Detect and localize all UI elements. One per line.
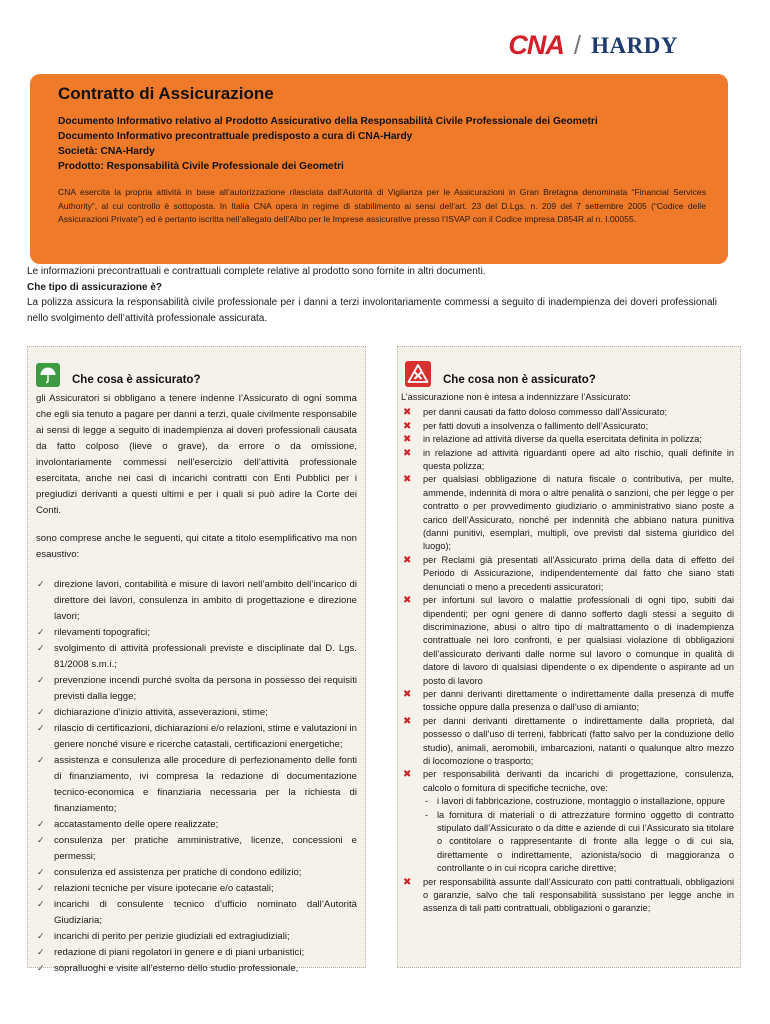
list-item-text: per danni causati da fatto doloso commesso dall’Assicurato;	[423, 407, 668, 418]
list-item	[401, 554, 734, 594]
list-item	[401, 768, 734, 875]
logo-cna: CNA	[508, 30, 564, 60]
list-item: ✓ relazioni tecniche per visure ipotecarie e/o catastali;	[36, 881, 357, 897]
list-item-text: in relazione ad attività diverse da quella esercitata definita in polizza;	[423, 434, 702, 445]
list-item	[401, 447, 734, 474]
sub-list-item-text: la fornitura di materiali o di attrezzature formino oggetto di contratto stipulato dall’Assicurato o da ditte e aziende di cui l’Assicurato sia titolare o contitolare o rappresentante di fronte alla legge o di cui sia, direttamente o indirettamente, azionista/socio di maggioranza o controllante o in cui ricopra cariche direttive;	[437, 809, 734, 874]
list-item: ✓ consulenza per pratiche amministrative, licenze, concessioni e permessi;	[36, 833, 357, 865]
list-item: ✓ assistenza e consulenza alle procedure di perfezionamento delle fonti di finanziamento, ivi compresa la redazione di documentazione tecnico-economica e finanziaria necessaria per la richiesta di finanziamento;	[36, 753, 357, 817]
list-item: ✓ incarichi di consulente tecnico d’ufficio nominato dall’Autorità Giudiziaria;	[36, 897, 357, 929]
cross-icon: ✖	[403, 420, 412, 432]
cross-icon: ✖	[403, 769, 412, 781]
cross-icon: ✖	[403, 715, 412, 727]
list-item: ✓ svolgimento di attività professionali previste e disciplinate dal D. Lgs. 81/2008 s.m.i.;	[36, 641, 357, 673]
legal-notice: CNA esercita la propria attività in base all’autorizzazione rilasciata dall’Autorità di Vigilanza per le Assicurazioni in Gran Bretagna denominata “Financial Services Authority”, al cui controllo è sottoposta. In Italia CNA opera in regime di stabilimento ai sensi dell’art. 23 del D.Lgs. n. 209 del 7 settembre 2005 (“Codice delle Assicurazioni Private”) ed è pertanto iscritta nell’allegato dell’Albo per le Imprese assicurative presso l’ISVAP con il Codice impresa D854R al n. I.00055.	[58, 187, 706, 224]
list-item	[401, 876, 734, 916]
cross-icon: ✖	[403, 474, 412, 486]
banner-line-3: Società: CNA-Hardy	[58, 146, 155, 157]
list-item: ✓ accatastamento delle opere realizzate;	[36, 817, 357, 833]
cross-icon: ✖	[403, 876, 412, 888]
list-item-text: per danni derivanti direttamente o indirettamente dalla proprietà, dal possesso o dall’uso di terreni, fabbricati (fatto salvo per la conduzione dello studio), animali, aeromobili, imbarcazioni, natanti o qualunque altro mezzo di locomozione o trasporto;	[423, 715, 734, 766]
list-item: ✓ sopralluoghi e visite all’esterno dello studio professionale,	[36, 961, 357, 977]
sub-list-item: - i lavori di fabbricazione, costruzione, montaggio o installazione, oppure	[425, 796, 726, 807]
not-insured-panel	[397, 346, 741, 968]
intro-section	[27, 264, 717, 326]
not-insured-lead: L’assicurazione non è intesa a indennizzare l’Assicurato:	[401, 392, 631, 402]
sub-list-item: - la fornitura di materiali o di attrezzature formino oggetto di contratto stipulato dall’Assicurato o da ditte e aziende di cui l’Assicurato sia titolare o contitolare o rappresentante di fronte alla legge o di cui sia, direttamente o indirettamente, azionista/socio di maggioranza o controllante o in cui ricopra cariche direttive;	[425, 809, 734, 874]
list-item: ✓ rilascio di certificazioni, dichiarazioni e/o relazioni, stime e valutazioni in genere nonché visure e ricerche catastali, certificazioni energetiche;	[36, 721, 357, 753]
insured-intro-text: gli Assicuratori si obbligano a tenere indenne l’Assicurato di ogni somma che egli sia tenuto a pagare per danni a terzi, quale civilmente responsabile ai sensi di legge a seguito di inadempienza ai doveri professionali causata da fatto colposo (lieve o grave), da errore o da omissione, involontariamente commessi nell’esercizio dell’attività professionale esercitata, anche nei casi di incarichi contratti con Enti Pubblici per i pregiudizi derivanti a questi ultimi e per i quali si può adire la Corte dei Conti.	[36, 393, 357, 516]
banner-line-1: Documento Informativo relativo al Prodotto Assicurativo della Responsabilità Civile Professionale dei Geometri	[58, 116, 598, 127]
not-insured-title: Che cosa non è assicurato?	[443, 374, 596, 386]
list-item	[401, 594, 734, 688]
title-banner	[30, 74, 728, 264]
list-item	[401, 433, 734, 446]
insured-panel	[27, 346, 366, 974]
list-item: ✓ prevenzione incendi purché svolta da persona in possesso dei requisiti previsti dalla legge;	[36, 673, 357, 705]
list-item: ✓ rilevamenti topografici;	[36, 625, 357, 641]
list-item-text: per responsabilità assunte dall’Assicurato con patti contrattuali, obbligazioni o garanzie, salvo che tali responsabilità sussistano per legge anche in assenza di tali patti contrattuali, obbligazioni o garanzie;	[423, 876, 734, 914]
list-item-text: per qualsiasi obbligazione di natura fiscale o contributiva, per multe, ammende, indennità di mora o altre penalità o sanzioni, che per legge o per contratto o per provvedimento giudiziario o amministrativo siano poste a carico dell’Assicurato, nonché per indennità che abbiano natura punitiva (danni punitivi, esemplari, multipli, ove previsti dal sistema giuridico del luogo);	[423, 474, 734, 552]
list-item-text: per danni derivanti direttamente o indirettamente dalla presenza di muffe tossiche oppure dalla presenza o dall’uso di amianto;	[423, 688, 734, 713]
logo-separator: /	[573, 30, 582, 60]
cross-icon: ✖	[403, 595, 412, 607]
list-item	[401, 406, 734, 419]
list-item-text: per Reclami già presentati all’Assicurato prima della data di effetto del Periodo di Assicurazione, indipendentemente dal fatto che siano stati denunciati o meno a precedenti assicuratori;	[423, 554, 734, 592]
not-insured-panel-header	[401, 353, 734, 387]
list-item-text: per infortuni sul lavoro o malattie professionali di ogni tipo, subiti dai dipendenti; per ogni genere di danno sofferto dagli stessi a seguito di discriminazione, abusi o altro tipo di maltrattamento o di inadempienza contrattuale nei loro confronti, e per qualsiasi violazione di obbligazioni dell’assicurato derivanti dalle norme sul lavoro o comunque in qualità di datore di lavoro di qualsiasi dipendente o ex dipendente o aspirante ad un posto di lavoro	[423, 595, 734, 686]
banner-line-4: Prodotto: Responsabilità Civile Professionale dei Geometri	[58, 161, 344, 172]
cross-icon: ✖	[403, 554, 412, 566]
cross-icon: ✖	[403, 447, 412, 459]
list-item: ✓ direzione lavori, contabilità e misure di lavori nell’ambito dell’incarico di direttore dei lavori, consulenza in ambito di progettazione e direzione lavori;	[36, 577, 357, 625]
intro-note: Le informazioni precontrattuali e contrattuali complete relative al prodotto sono fornite in altri documenti.	[27, 266, 486, 277]
sub-list-item-text: i lavori di fabbricazione, costruzione, montaggio o installazione, oppure	[437, 796, 726, 807]
list-item: ✓ consulenza ed assistenza per pratiche di condono edilizio;	[36, 865, 357, 881]
warning-icon	[405, 361, 431, 387]
insured-panel-header	[36, 353, 357, 387]
banner-line-2: Documento Informativo precontrattuale predisposto a cura di CNA-Hardy	[58, 131, 413, 142]
list-item: ✓ redazione di piani regolatori in genere e di piani urbanistici;	[36, 945, 357, 961]
list-item-text: per responsabilità derivanti da incarichi di progettazione, consulenza, calcolo o fornitura di specifiche tecniche, ove:	[423, 769, 734, 793]
list-item-text: per fatti dovuti a insolvenza o fallimento dell’Assicurato;	[423, 420, 649, 431]
umbrella-icon	[36, 363, 60, 387]
list-item	[401, 420, 734, 433]
not-insured-list	[401, 406, 734, 915]
list-item	[401, 715, 734, 769]
list-item: ✓ incarichi di perito per perizie giudiziali ed extragiudiziali;	[36, 929, 357, 945]
brand-logo	[508, 30, 678, 61]
sub-list	[423, 795, 734, 875]
list-item-text: in relazione ad attività riguardanti opere ad alto rischio, quali definite in questa polizza;	[423, 447, 734, 472]
insurance-type-answer: La polizza assicura la responsabilità civile professionale per i danni a terzi involontariamente commessi a seguito di inadempienza dei doveri professionali nello svolgimento dell’attività professionale assicurata.	[27, 297, 717, 324]
insured-list	[36, 577, 357, 977]
list-item	[401, 688, 734, 715]
cross-icon: ✖	[403, 688, 412, 700]
document-title: Contratto di Assicurazione	[58, 84, 274, 103]
cross-icon: ✖	[403, 407, 412, 419]
insurance-type-question: Che tipo di assicurazione è?	[27, 281, 163, 293]
insured-included-text: sono comprese anche le seguenti, qui citate a titolo esemplificativo ma non esaustivo:	[36, 533, 357, 560]
list-item: ✓ dichiarazione d’inizio attività, asseverazioni, stime;	[36, 705, 357, 721]
logo-hardy: HARDY	[591, 32, 678, 58]
list-item	[401, 473, 734, 553]
insured-title: Che cosa è assicurato?	[72, 374, 201, 386]
cross-icon: ✖	[403, 434, 412, 446]
